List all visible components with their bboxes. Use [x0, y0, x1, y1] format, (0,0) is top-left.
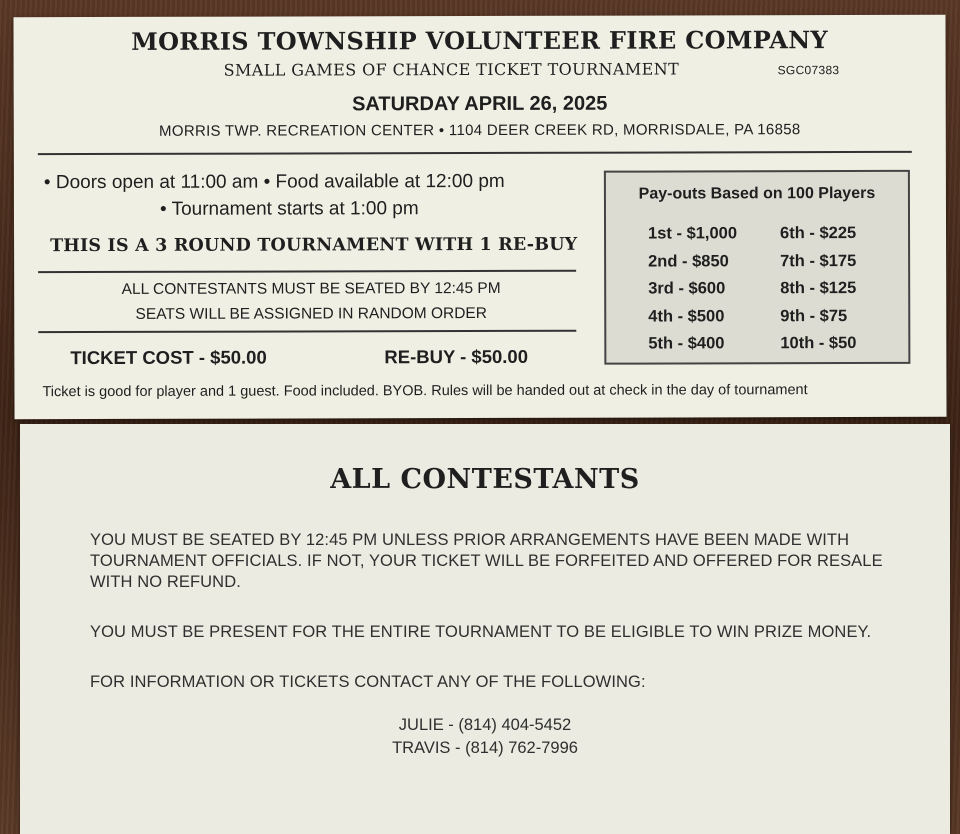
divider: [38, 330, 576, 333]
event-subtitle: SMALL GAMES OF CHANCE TICKET TOURNAMENT: [223, 59, 680, 80]
payout-item: 6th - $225: [780, 224, 857, 243]
ticket-back: [20, 424, 950, 834]
payout-item: 5th - $400: [648, 334, 725, 353]
payout-item: 8th - $125: [780, 279, 857, 298]
organization-title: MORRIS TOWNSHIP VOLUNTEER FIRE COMPANY: [131, 25, 828, 56]
permit-number: SGC07383: [777, 63, 840, 78]
payout-item: 9th - $75: [780, 306, 848, 325]
event-address: MORRIS TWP. RECREATION CENTER • 1104 DEER CREEK RD, MORRISDALE, PA 16858: [159, 121, 801, 140]
rebuy-cost: RE-BUY - $50.00: [384, 345, 529, 368]
presence-rule: YOU MUST BE PRESENT FOR THE ENTIRE TOURNAMENT TO BE ELIGIBLE TO WIN PRIZE MONEY.: [90, 623, 872, 641]
payouts-column: [780, 220, 856, 358]
contact-julie: JULIE - (814) 404-5452: [398, 716, 572, 734]
payouts-box: [604, 170, 911, 365]
tournament-format: THIS IS A 3 ROUND TOURNAMENT WITH 1 RE-BUY: [50, 234, 578, 257]
seating-notice: SEATS WILL BE ASSIGNED IN RANDOM ORDER: [135, 304, 487, 323]
divider: [38, 270, 576, 273]
rule-line: WITH NO REFUND.: [90, 573, 241, 591]
back-title: ALL CONTESTANTS: [330, 464, 640, 495]
payouts-column: [648, 220, 737, 358]
rule-line: YOU MUST BE SEATED BY 12:45 PM UNLESS PRIOR ARRANGEMENTS HAVE BEEN MADE WITH: [90, 531, 850, 549]
schedule-line: • Tournament starts at 1:00 pm: [159, 198, 419, 220]
divider: [38, 151, 912, 155]
payouts-title: Pay-outs Based on 100 Players: [638, 184, 876, 203]
contact-travis: TRAVIS - (814) 762-7996: [392, 739, 578, 757]
schedule-line: • Doors open at 11:00 am • Food available at 12:00 pm: [43, 170, 505, 194]
fine-print: Ticket is good for player and 1 guest. Food included. BYOB. Rules will be handed out at check in the day of tournament: [42, 382, 808, 401]
event-date: SATURDAY APRIL 26, 2025: [352, 92, 608, 116]
seating-notice: ALL CONTESTANTS MUST BE SEATED BY 12:45 PM: [121, 279, 501, 298]
payout-item: 2nd - $850: [648, 251, 729, 271]
payout-item: 10th - $50: [780, 334, 857, 353]
ticket-cost: TICKET COST - $50.00: [70, 346, 267, 369]
ticket-front: [13, 15, 946, 419]
payout-item: 7th - $175: [780, 251, 857, 270]
payout-item: 4th - $500: [648, 306, 725, 326]
seating-rules: [90, 530, 910, 593]
contact-intro: FOR INFORMATION OR TICKETS CONTACT ANY OF THE FOLLOWING:: [90, 673, 646, 691]
payout-item: 1st - $1,000: [648, 224, 738, 243]
rule-line: TOURNAMENT OFFICIALS. IF NOT, YOUR TICKET WILL BE FORFEITED AND OFFERED FOR RESALE: [90, 552, 883, 570]
payout-item: 3rd - $600: [648, 279, 726, 298]
